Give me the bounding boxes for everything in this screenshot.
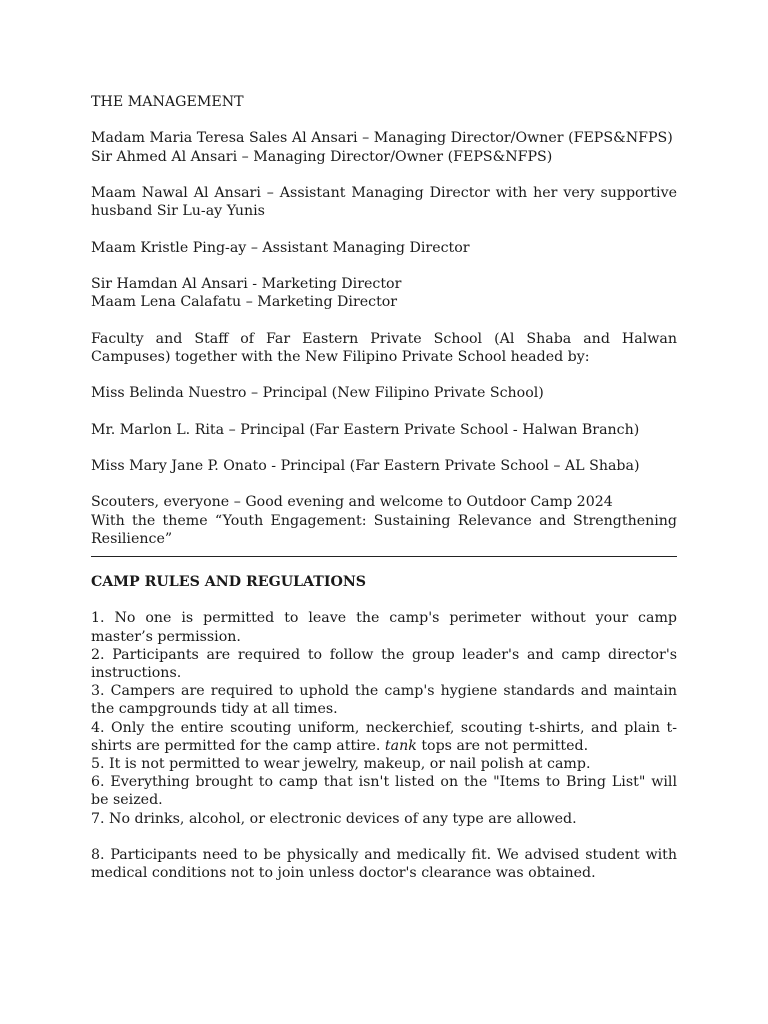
horizontal-divider (91, 556, 677, 557)
rule-5: 5. It is not permitted to wear jewelry, makeup, or nail polish at camp. (91, 755, 591, 772)
rule-3: 3. Campers are required to uphold the camp's hygiene standards and maintain the campgrounds tidy at all times. (91, 683, 677, 718)
rule-4 (91, 719, 677, 755)
management-heading: THE MANAGEMENT (91, 94, 244, 110)
rule-4-text-a: 4. Only the entire scouting uniform, neckerchief, scouting t-shirts, and plain t-shirts are permitted for the camp attire. (91, 719, 677, 754)
rule-6: 6. Everything brought to camp that isn't listed on the "Items to Bring List" will be seized. (91, 774, 677, 809)
principal-nfps: Miss Belinda Nuestro – Principal (New Filipino Private School) (91, 385, 544, 402)
document-page (91, 93, 677, 882)
rule-2: 2. Participants are required to follow the group leader's and camp director's instructions. (91, 646, 677, 681)
rule-8: 8. Participants need to be physically and medically fit. We advised student with medical conditions not to join unless doctor's clearance was obtained. (91, 846, 677, 882)
rule-7: 7. No drinks, alcohol, or electronic devices of any type are allowed. (91, 810, 577, 827)
faculty-paragraph: Faculty and Staff of Far Eastern Private School (Al Shaba and Halwan Campuses) together with the New Filipino Private School headed by: (91, 330, 677, 365)
rule-4-italic: tank (384, 737, 417, 754)
management-marketing-2: Maam Lena Calafatu – Marketing Director (91, 294, 398, 311)
management-assistant-1: Maam Nawal Al Ansari – Assistant Managing Director with her very supportive husband Sir Lu-ay Yunis (91, 184, 677, 220)
principal-al-shaba: Miss Mary Jane P. Onato - Principal (Far Eastern Private School – AL Shaba) (91, 457, 640, 474)
rule-4-text-b: tops are not permitted. (416, 737, 589, 754)
management-assistant-2: Maam Kristle Ping-ay – Assistant Managing Director (91, 239, 470, 256)
management-owner-1: Madam Maria Teresa Sales Al Ansari – Managing Director/Owner (FEPS&NFPS) (91, 130, 673, 147)
management-owner-2: Sir Ahmed Al Ansari – Managing Director/Owner (FEPS&NFPS) (91, 148, 553, 165)
principal-halwan: Mr. Marlon L. Rita – Principal (Far Eastern Private School - Halwan Branch) (91, 421, 640, 438)
welcome-line: Scouters, everyone – Good evening and welcome to Outdoor Camp 2024 (91, 494, 613, 511)
theme-line: With the theme “Youth Engagement: Sustaining Relevance and Strengthening Resilience” (91, 512, 677, 547)
rules-heading: CAMP RULES AND REGULATIONS (91, 573, 367, 590)
management-marketing-1: Sir Hamdan Al Ansari - Marketing Director (91, 275, 402, 292)
rule-1: 1. No one is permitted to leave the camp's perimeter without your camp master’s permission. (91, 610, 677, 645)
